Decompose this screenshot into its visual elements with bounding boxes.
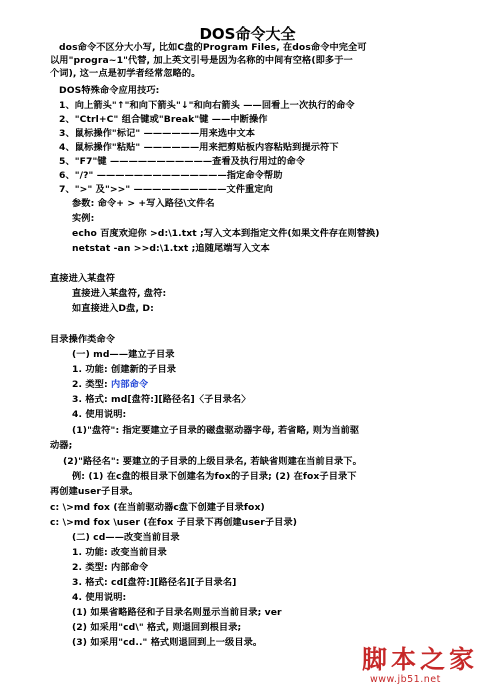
md-command: c: \>md fox \user (在fox 子目录下再创建user子目录) <box>50 517 298 528</box>
watermark-url: www.jb51.net <box>370 674 441 685</box>
intro-line: 个词), 这一点是初学者经常忽略的。 <box>50 68 201 79</box>
direct-heading: 直接进入某盘符 <box>50 273 116 284</box>
intro-line: dos命令不区分大小写, 比如C盘的Program Files, 在dos命令中完全可 <box>59 42 367 53</box>
md-type-label: 2. 类型: <box>72 379 112 390</box>
md-header: (一) md——建立子目录 <box>72 349 175 360</box>
md-type <box>72 379 148 391</box>
cd-func: 1. 功能: 改变当前目录 <box>72 547 167 558</box>
dir-heading: 目录操作类命令 <box>50 334 116 345</box>
example-label: 实例: <box>72 213 95 224</box>
tip-line: 5、"F7"键 ———————————查看及执行用过的命令 <box>59 156 306 167</box>
direct-line: 直接进入某盘符, 盘符: <box>72 288 167 299</box>
md-usage: 4. 使用说明: <box>72 409 127 420</box>
intro-line: 以用"progra~1"代替, 加上英文引号是因为名称的中间有空格(即多于一 <box>50 55 353 66</box>
cd-note: (3) 如采用"cd.." 格式则退回到上一级目录。 <box>72 637 263 648</box>
tip-line: 2、"Ctrl+C" 组合键或"Break"键 ——中断操作 <box>59 114 268 125</box>
tip-line: 1、向上箭头"↑"和向下箭头"↓"和向右箭头 ——回看上一次执行的命令 <box>59 100 355 111</box>
md-note: (1)"盘符": 指定要建立子目录的磁盘驱动器字母, 若省略, 则为当前驱 <box>72 425 360 436</box>
md-note: 动器; <box>50 440 73 451</box>
tip-line: 4、鼠标操作"粘贴" ——————用来把剪贴板内容粘贴到提示符下 <box>59 142 339 153</box>
md-type-link[interactable]: 内部命令 <box>111 379 149 390</box>
md-format: 3. 格式: md[盘符:][路径名]〈子目录名〉 <box>72 394 251 405</box>
cd-note: (2) 如采用"cd\" 格式, 则退回到根目录; <box>72 622 242 633</box>
cd-type: 2. 类型: 内部命令 <box>72 562 149 573</box>
special-heading: DOS特殊命令应用技巧: <box>59 85 160 96</box>
md-command: c: \>md fox (在当前驱动器c盘下创建子目录fox) <box>50 502 265 513</box>
param-line: 参数: 命令+ > +写入路径\文件名 <box>72 198 215 209</box>
watermark <box>362 640 482 685</box>
md-example: 例: (1) 在c盘的根目录下创建名为fox的子目录; (2) 在fox子目录下 <box>72 471 357 482</box>
cd-format: 3. 格式: cd[盘符:][路径名][子目录名] <box>72 577 237 588</box>
md-func: 1. 功能: 创建新的子目录 <box>72 364 177 375</box>
tip-line: 7、">" 及">>" ——————————文件重定向 <box>59 184 273 195</box>
watermark-logo: 脚本之家 <box>362 645 479 674</box>
page-title: DOS命令大全 <box>199 25 296 43</box>
md-note: (2)"路径名": 要建立的子目录的上级目录名, 若缺省则建在当前目录下。 <box>63 456 362 467</box>
cd-note: (1) 如果省略路径和子目录名则显示当前目录; ver <box>72 607 282 618</box>
md-example: 再创建user子目录。 <box>50 486 139 497</box>
example-line: echo 百度欢迎你 >d:\1.txt ;写入文本到指定文件(如果文件存在则替换) <box>72 228 380 239</box>
cd-header: (二) cd——改变当前目录 <box>72 532 180 543</box>
example-line: netstat -an >>d:\1.txt ;追随尾端写入文本 <box>72 243 270 254</box>
tip-line: 3、鼠标操作"标记" ——————用来选中文本 <box>59 128 256 139</box>
direct-line: 如直接进入D盘, D: <box>72 303 154 314</box>
cd-usage: 4. 使用说明: <box>72 592 127 603</box>
tip-line: 6、"/?" ——————————————指定命令帮助 <box>59 170 283 181</box>
